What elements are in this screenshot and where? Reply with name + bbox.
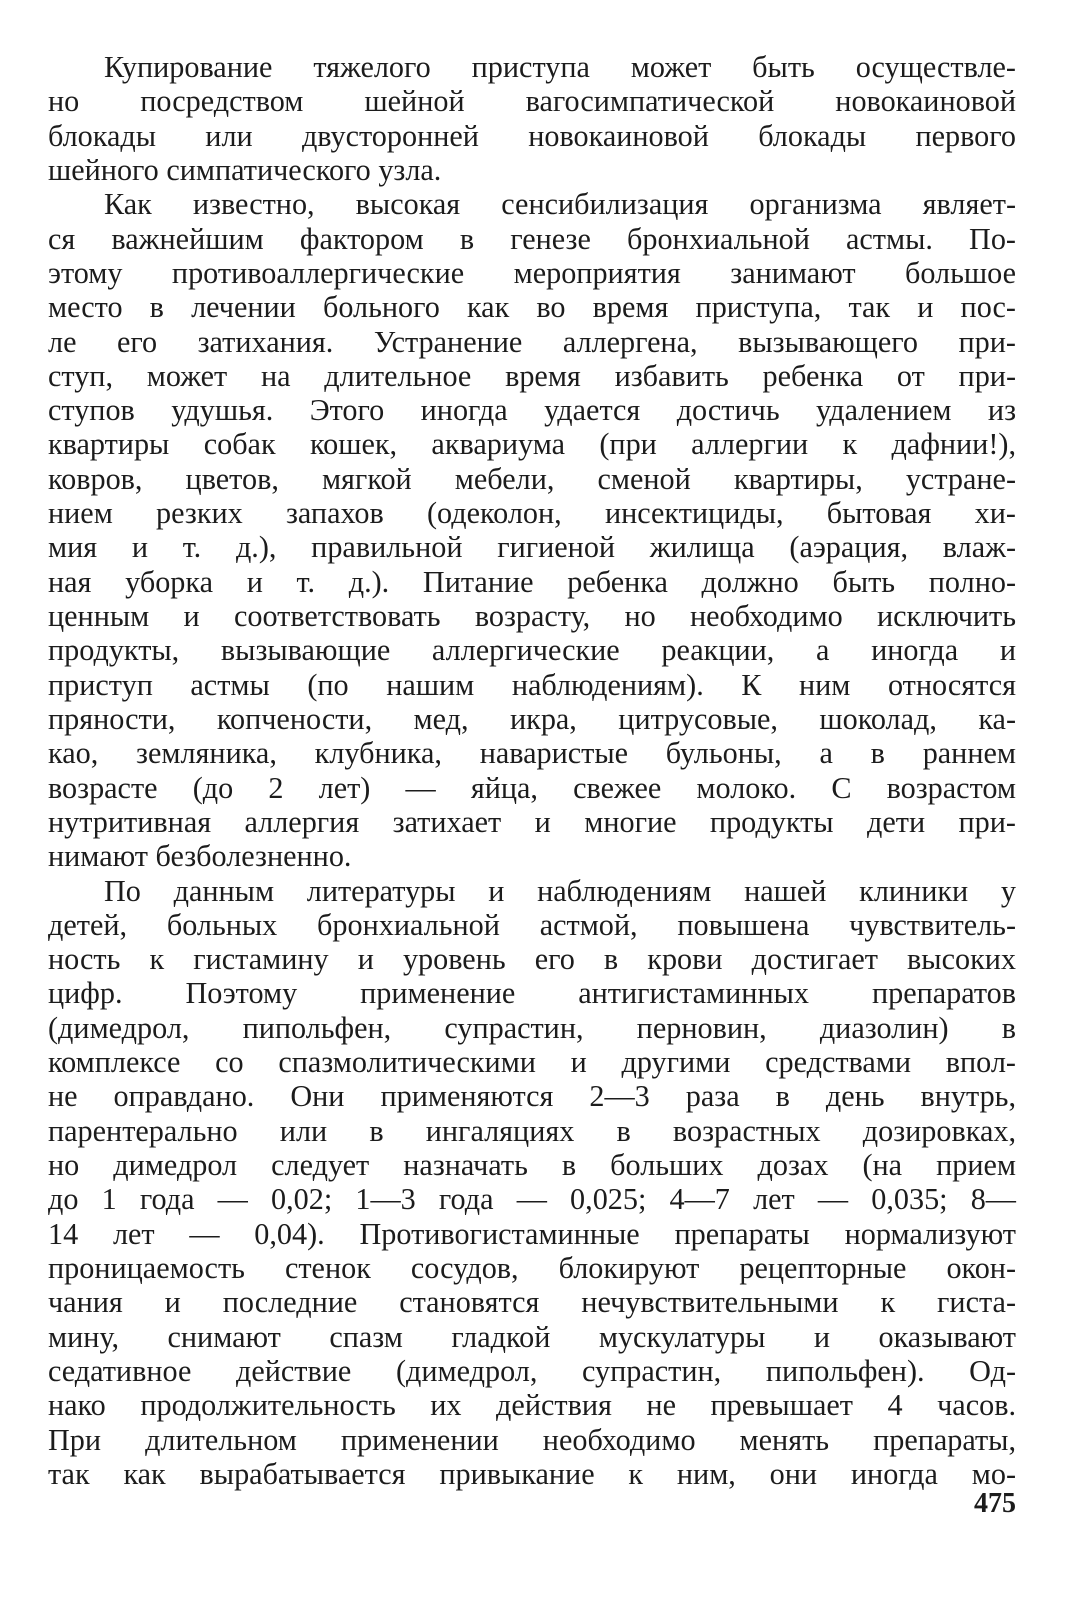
- text-line: но посредством шейной вагосимпатической новокаиновой: [48, 84, 1016, 119]
- text-line: возрасте (до 2 лет) — яйца, свежее молоко. С возрастом: [48, 770, 1016, 805]
- text-line: ле его затихания. Устранение аллергена, вызывающего при-: [48, 324, 1016, 359]
- text-line: но димедрол следует назначать в больших дозах (на прием: [48, 1148, 1016, 1182]
- text-line: нимают безболезненно.: [48, 839, 352, 874]
- text-line: так как вырабатывается привыкание к ним, они иногда мо-: [48, 1456, 1016, 1491]
- text-line: (димедрол, пипольфен, супрастин, перновин, диазолин) в: [48, 1010, 1016, 1045]
- text-line: парентерально или в ингаляциях в возрастных дозировках,: [48, 1113, 1016, 1148]
- text-line: ценным и соответствовать возрасту, но необходимо исключить: [48, 599, 1016, 633]
- text-line: нако продолжительность их действия не превышает 4 часов.: [48, 1388, 1016, 1423]
- text-line: квартиры собак кошек, аквариума (при аллергии к дафнии!),: [48, 427, 1016, 462]
- text-line: као, земляника, клубника, наваристые бульоны, а в раннем: [48, 736, 1016, 771]
- text-line: По данным литературы и наблюдениям нашей клиники у: [104, 873, 1016, 908]
- text-line: мия и т. д.), правильной гигиеной жилища (аэрация, влаж-: [48, 530, 1016, 565]
- text-line: ковров, цветов, мягкой мебели, сменой квартиры, устране-: [48, 461, 1016, 496]
- text-line: Как известно, высокая сенсибилизация организма являет-: [104, 187, 1016, 222]
- text-line: детей, больных бронхиальной астмой, повышена чувствитель-: [48, 907, 1016, 942]
- text-line: до 1 года — 0,02; 1—3 года — 0,025; 4—7 лет — 0,035; 8—: [48, 1182, 1016, 1217]
- paragraph-severe-attack: [48, 50, 1016, 187]
- text-line: ступ, может на длительное время избавить ребенка от при-: [48, 358, 1016, 393]
- text-line: ность к гистамину и уровень его в крови достигает высоких: [48, 942, 1016, 977]
- text-line: шейного симпатического узла.: [48, 152, 442, 187]
- text-line: цифр. Поэтому применение антигистаминных препаратов: [48, 976, 1016, 1011]
- text-line: Купирование тяжелого приступа может быть осуществле-: [104, 50, 1016, 84]
- text-line: не оправдано. Они применяются 2—3 раза в день внутрь,: [48, 1079, 1016, 1114]
- text-line: продукты, вызывающие аллергические реакции, а иногда и: [48, 633, 1016, 668]
- text-line: чания и последние становятся нечувствительными к гиста-: [48, 1285, 1016, 1320]
- text-line: блокады или двусторонней новокаиновой блокады первого: [48, 118, 1016, 153]
- paragraph-antihistamines: [48, 874, 1016, 1492]
- paragraph-sensitization: [48, 187, 1016, 873]
- text-line: место в лечении больного как во время приступа, так и пос-: [48, 290, 1016, 325]
- text-line: При длительном применении необходимо менять препараты,: [48, 1422, 1016, 1457]
- text-line: нием резких запахов (одеколон, инсектициды, бытовая хи-: [48, 496, 1016, 531]
- text-line: комплексе со спазмолитическими и другими средствами впол-: [48, 1045, 1016, 1080]
- text-line: пряности, копчености, мед, икра, цитрусовые, шоколад, ка-: [48, 701, 1016, 736]
- text-line: седативное действие (димедрол, супрастин, пипольфен). Од-: [48, 1353, 1016, 1388]
- page-body: [48, 50, 1016, 1491]
- text-line: ступов удушья. Этого иногда удается достичь удалением из: [48, 393, 1016, 428]
- text-line: приступ астмы (по нашим наблюдениям). К ним относятся: [48, 667, 1016, 702]
- text-line: нутритивная аллергия затихает и многие продукты дети при-: [48, 804, 1016, 839]
- text-line: ся важнейшим фактором в генезе бронхиальной астмы. По-: [48, 221, 1016, 256]
- text-line: этому противоаллергические мероприятия занимают большое: [48, 255, 1016, 290]
- text-line: 14 лет — 0,04). Противогистаминные препараты нормализуют: [48, 1216, 1016, 1251]
- text-line: проницаемость стенок сосудов, блокируют рецепторные окон-: [48, 1250, 1016, 1285]
- text-line: мину, снимают спазм гладкой мускулатуры и оказывают: [48, 1319, 1016, 1354]
- page-number: 475: [974, 1488, 1016, 1519]
- text-line: ная уборка и т. д.). Питание ребенка должно быть полно-: [48, 564, 1016, 599]
